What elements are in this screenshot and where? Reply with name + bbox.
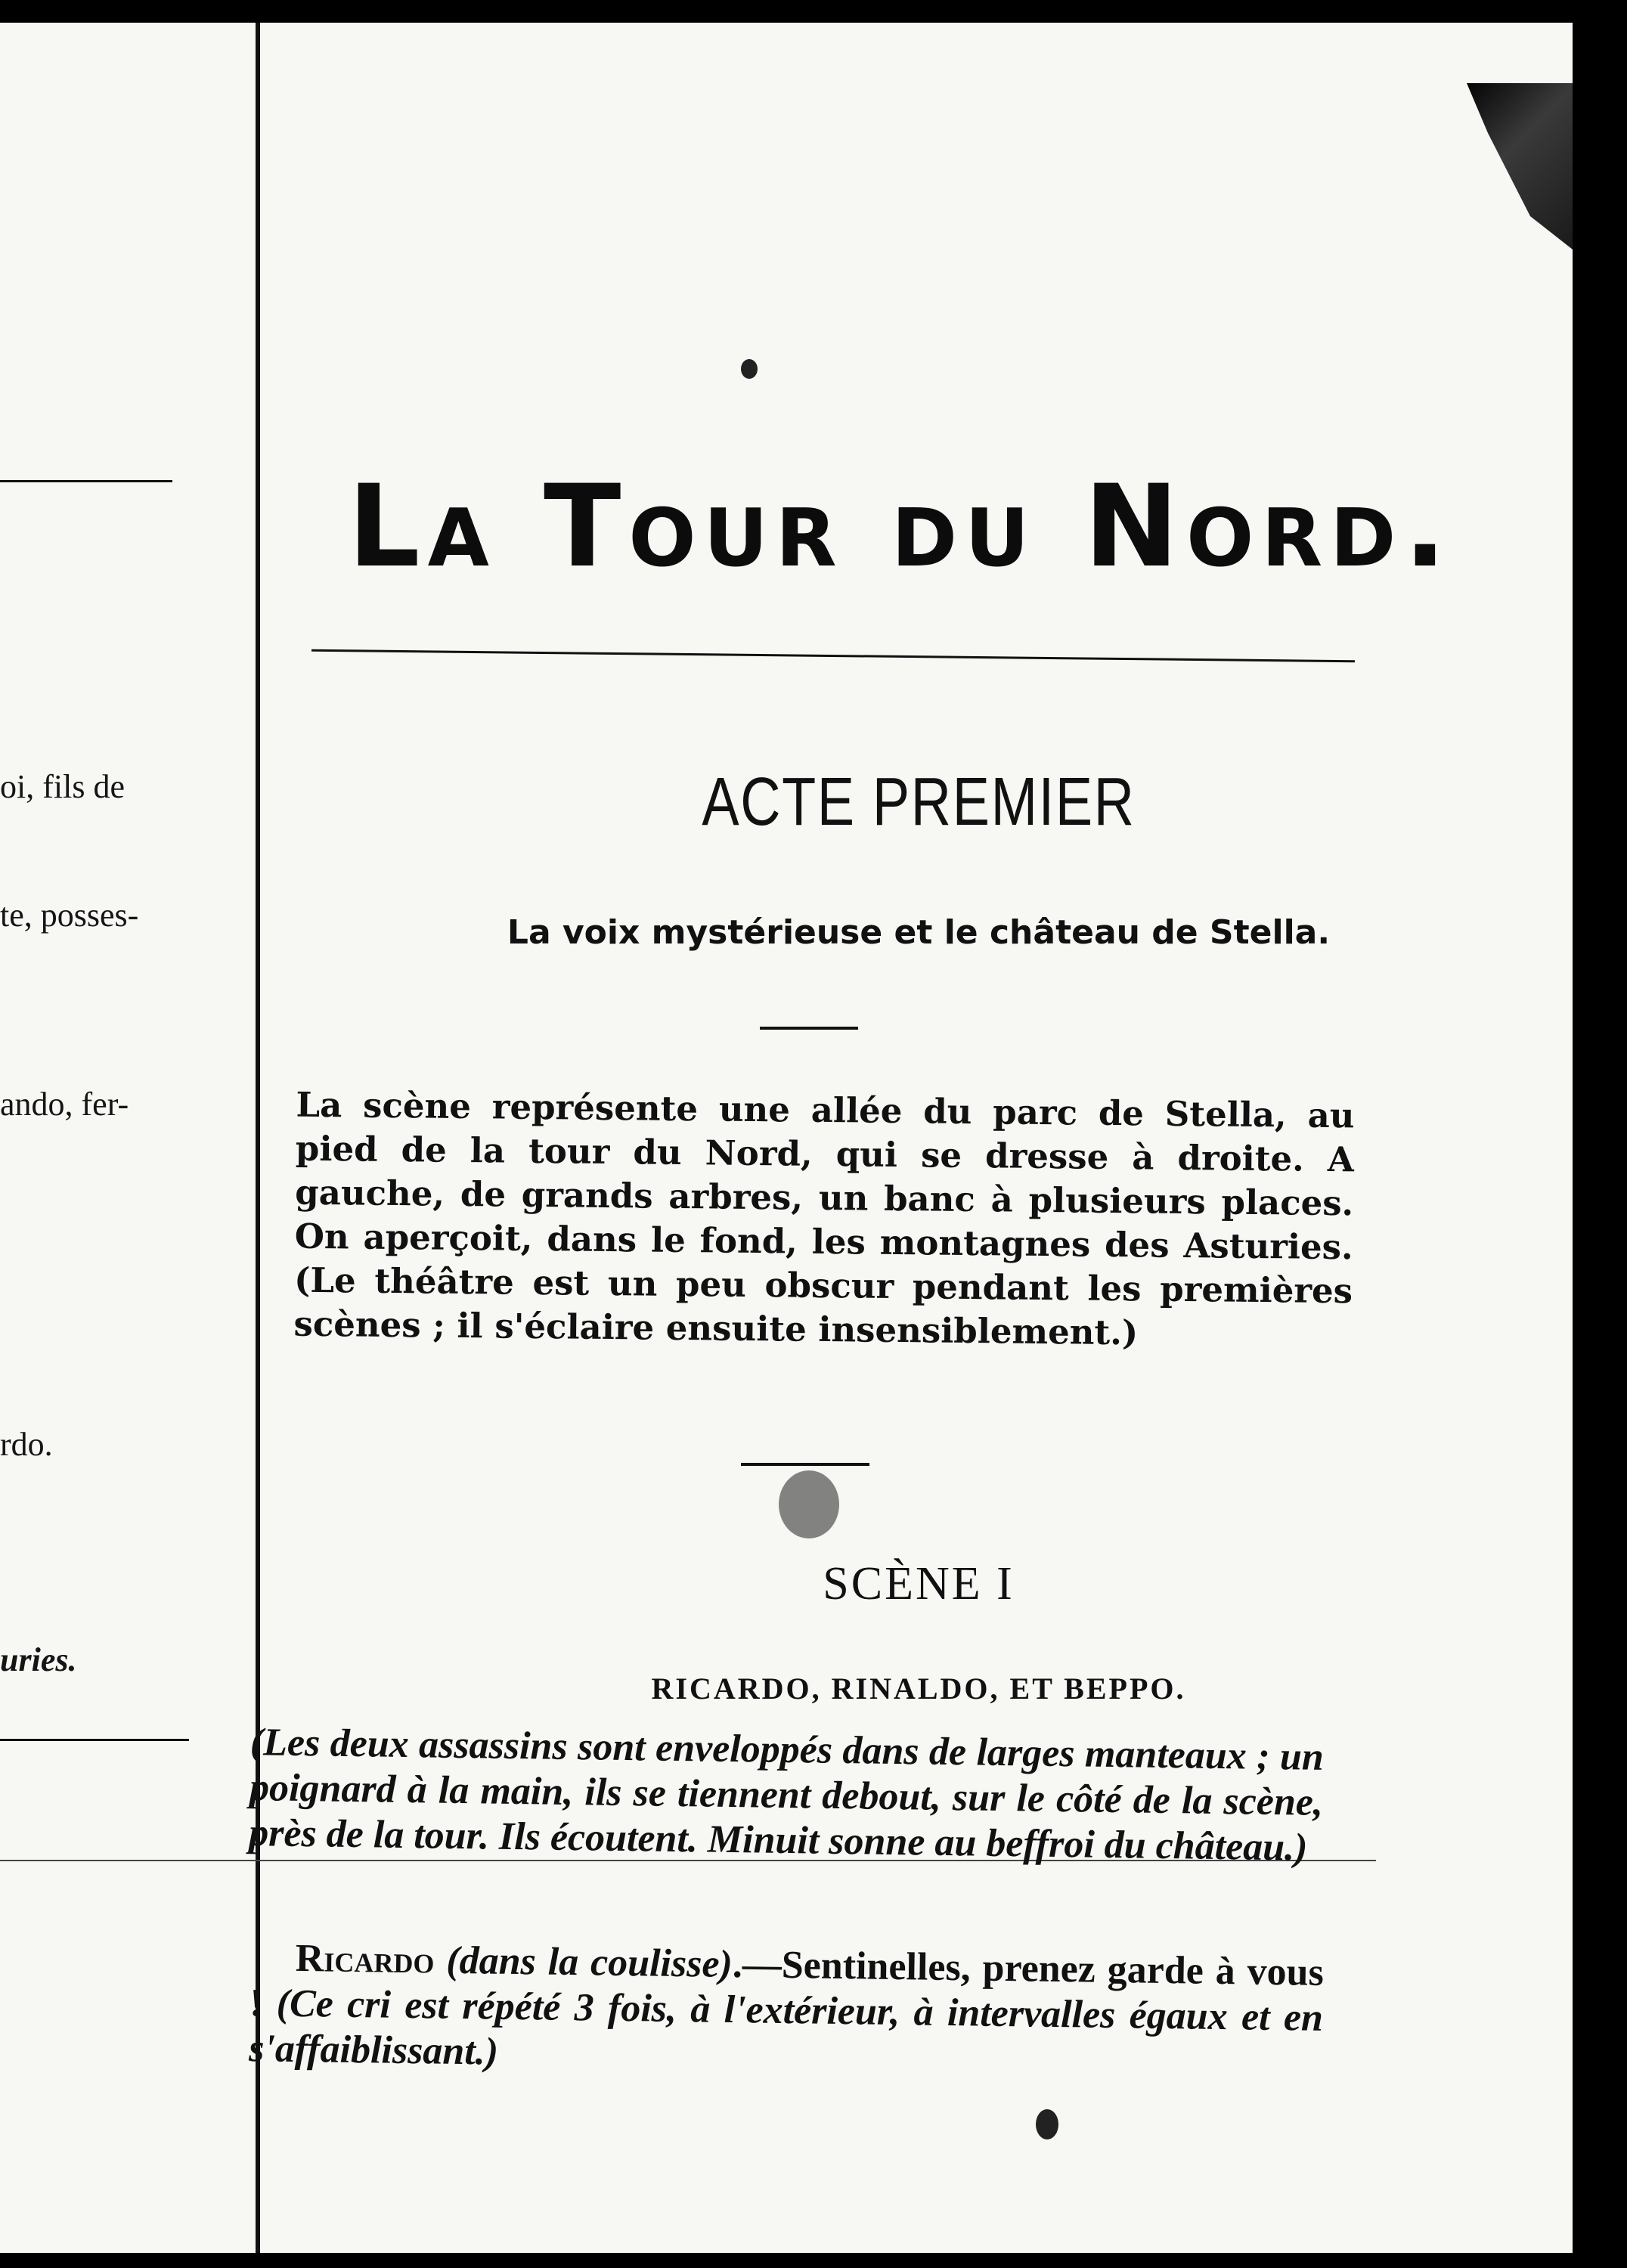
play-title: La Tour du Nord.: [348, 461, 1455, 593]
left-text-line: uries.: [0, 1641, 77, 1678]
left-page-fragment: [0, 23, 249, 2253]
short-rule: [760, 1027, 858, 1030]
ink-spot: [741, 359, 758, 379]
page-gutter: [256, 23, 260, 2253]
scene-rule: [741, 1463, 869, 1466]
left-text-line: rdo.: [0, 1426, 53, 1463]
right-page: [248, 23, 1573, 2253]
scanned-page-spread: [0, 23, 1573, 2253]
scene-heading: SCÈNE I: [823, 1558, 1015, 1610]
spoken-line: .—Sentinelles, prenez garde à vous !: [249, 1943, 1325, 2025]
dialogue-ricardo: [249, 1935, 1324, 2087]
title-rule: [311, 649, 1355, 662]
speech-direction: (Ce cri est répété 3 fois, à l'extérieur, à intervalles égaux et en s'affaiblissant.): [248, 1981, 1324, 2074]
stage-direction: (Les deux assassins sont enveloppés dans de larges manteaux ; un poignard à la main, ils se tiennent debout, sur le côté de la scène, près de la tour. Ils écoutent. Minuit sonne au beffroi du château.): [248, 1721, 1325, 1870]
left-text-line: oi, fils de: [0, 768, 125, 805]
ink-smudge: [779, 1470, 839, 1538]
left-page-rule: [0, 480, 172, 482]
act-heading: ACTE PREMIER: [702, 764, 1136, 840]
speaker-name: Ricardo: [295, 1936, 435, 1982]
left-text-line: ando, fer-: [0, 1086, 129, 1123]
setting-description: La scène représente une allée du parc de Stella, au pied de la tour du Nord, qui se dresse à droite. A gauche, de grands arbres, un banc à plusieurs places. On aperçoit, dans le fond, les montagnes des Asturies. (Le théâtre est un peu obscur pendant les premières scènes ; il s'éclaire ensuite insensiblement.): [293, 1084, 1355, 1353]
left-text-line: te, posses-: [0, 897, 139, 934]
scene-characters: RICARDO, RINALDO, ET BEPPO.: [651, 1672, 1186, 1706]
speaker-aside: (dans la coulisse): [445, 1938, 733, 1986]
ink-spot: [1036, 2109, 1058, 2139]
act-subtitle: La voix mystérieuse et le château de Stella.: [507, 913, 1331, 952]
left-page-rule: [0, 1739, 189, 1741]
